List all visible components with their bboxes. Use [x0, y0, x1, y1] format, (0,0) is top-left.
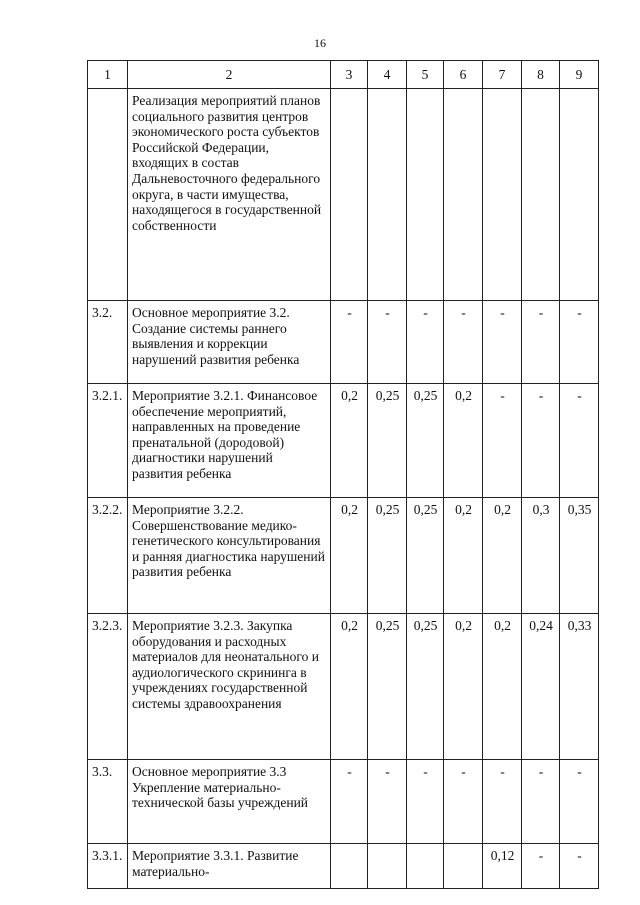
value-cell: 0,2 — [331, 384, 368, 498]
value-cell: 0,35 — [560, 498, 599, 614]
header-cell: 6 — [444, 61, 483, 89]
value-cell: 0,25 — [368, 614, 407, 760]
table-body — [88, 61, 599, 889]
header-cell: 8 — [522, 61, 560, 89]
value-cell: - — [560, 301, 599, 384]
value-cell: - — [522, 384, 560, 498]
row-number: 3.2.2. — [88, 498, 128, 614]
value-cell — [560, 89, 599, 301]
row-description: Мероприятие 3.3.1. Развитие материально- — [128, 844, 331, 889]
value-cell: 0,25 — [368, 498, 407, 614]
value-cell: - — [331, 301, 368, 384]
value-cell: - — [407, 760, 444, 844]
value-cell: 0,24 — [522, 614, 560, 760]
value-cell: - — [331, 760, 368, 844]
value-cell: 0,25 — [368, 384, 407, 498]
row-description: Основное мероприятие 3.2. Создание системы раннего выявления и коррекции нарушений развития ребенка — [128, 301, 331, 384]
value-cell: - — [368, 301, 407, 384]
row-number: 3.3. — [88, 760, 128, 844]
value-cell: 0,2 — [331, 614, 368, 760]
value-cell: - — [560, 760, 599, 844]
value-cell: 0,25 — [407, 614, 444, 760]
value-cell: - — [368, 760, 407, 844]
value-cell — [444, 89, 483, 301]
value-cell — [407, 89, 444, 301]
row-description: Реализация мероприятий планов социального развития центров экономического роста субъектов Российской Федерации, входящих в состав Дальневосточного федерального округа, в части имущества, находящегося в государственной собственности — [128, 89, 331, 301]
table-row — [88, 89, 599, 301]
value-cell: - — [522, 844, 560, 889]
value-cell: - — [560, 384, 599, 498]
value-cell — [483, 89, 522, 301]
header-cell: 4 — [368, 61, 407, 89]
value-cell: - — [522, 760, 560, 844]
row-number: 3.2.3. — [88, 614, 128, 760]
value-cell: - — [522, 301, 560, 384]
value-cell: 0,25 — [407, 384, 444, 498]
value-cell: - — [444, 760, 483, 844]
value-cell — [368, 89, 407, 301]
row-number: 3.2.1. — [88, 384, 128, 498]
page-number: 16 — [314, 36, 326, 50]
table-header-row — [88, 61, 599, 89]
value-cell: 0,33 — [560, 614, 599, 760]
row-description: Мероприятие 3.2.3. Закупка оборудования и расходных материалов для неонатального и аудиологического скрининга в учреждениях государственной системы здравоохранения — [128, 614, 331, 760]
value-cell: - — [483, 301, 522, 384]
program-table — [87, 60, 599, 889]
value-cell: 0,12 — [483, 844, 522, 889]
value-cell: - — [483, 760, 522, 844]
header-cell: 1 — [88, 61, 128, 89]
value-cell: 0,25 — [407, 498, 444, 614]
table-row — [88, 614, 599, 760]
table-row — [88, 384, 599, 498]
table-row — [88, 760, 599, 844]
row-description: Основное мероприятие 3.3 Укрепление материально-технической базы учреждений — [128, 760, 331, 844]
value-cell: 0,2 — [444, 384, 483, 498]
value-cell: - — [560, 844, 599, 889]
table-row — [88, 301, 599, 384]
header-cell: 7 — [483, 61, 522, 89]
value-cell: 0,2 — [483, 498, 522, 614]
value-cell — [407, 844, 444, 889]
value-cell: 0,2 — [444, 614, 483, 760]
header-cell: 5 — [407, 61, 444, 89]
value-cell — [331, 89, 368, 301]
row-description: Мероприятие 3.2.1. Финансовое обеспечение мероприятий, направленных на проведение пренатальной (дородовой) диагностики нарушений развития ребенка — [128, 384, 331, 498]
value-cell: - — [407, 301, 444, 384]
value-cell — [368, 844, 407, 889]
row-number — [88, 89, 128, 301]
value-cell — [331, 844, 368, 889]
row-description: Мероприятие 3.2.2. Совершенствование медико-генетического консультирования и ранняя диагностика нарушений развития ребенка — [128, 498, 331, 614]
value-cell — [522, 89, 560, 301]
value-cell: - — [444, 301, 483, 384]
value-cell: 0,2 — [483, 614, 522, 760]
header-cell: 2 — [128, 61, 331, 89]
value-cell: 0,2 — [331, 498, 368, 614]
header-cell: 3 — [331, 61, 368, 89]
value-cell: - — [483, 384, 522, 498]
value-cell: 0,3 — [522, 498, 560, 614]
value-cell — [444, 844, 483, 889]
table-row — [88, 498, 599, 614]
table-row — [88, 844, 599, 889]
row-number: 3.3.1. — [88, 844, 128, 889]
row-number: 3.2. — [88, 301, 128, 384]
header-cell: 9 — [560, 61, 599, 89]
value-cell: 0,2 — [444, 498, 483, 614]
